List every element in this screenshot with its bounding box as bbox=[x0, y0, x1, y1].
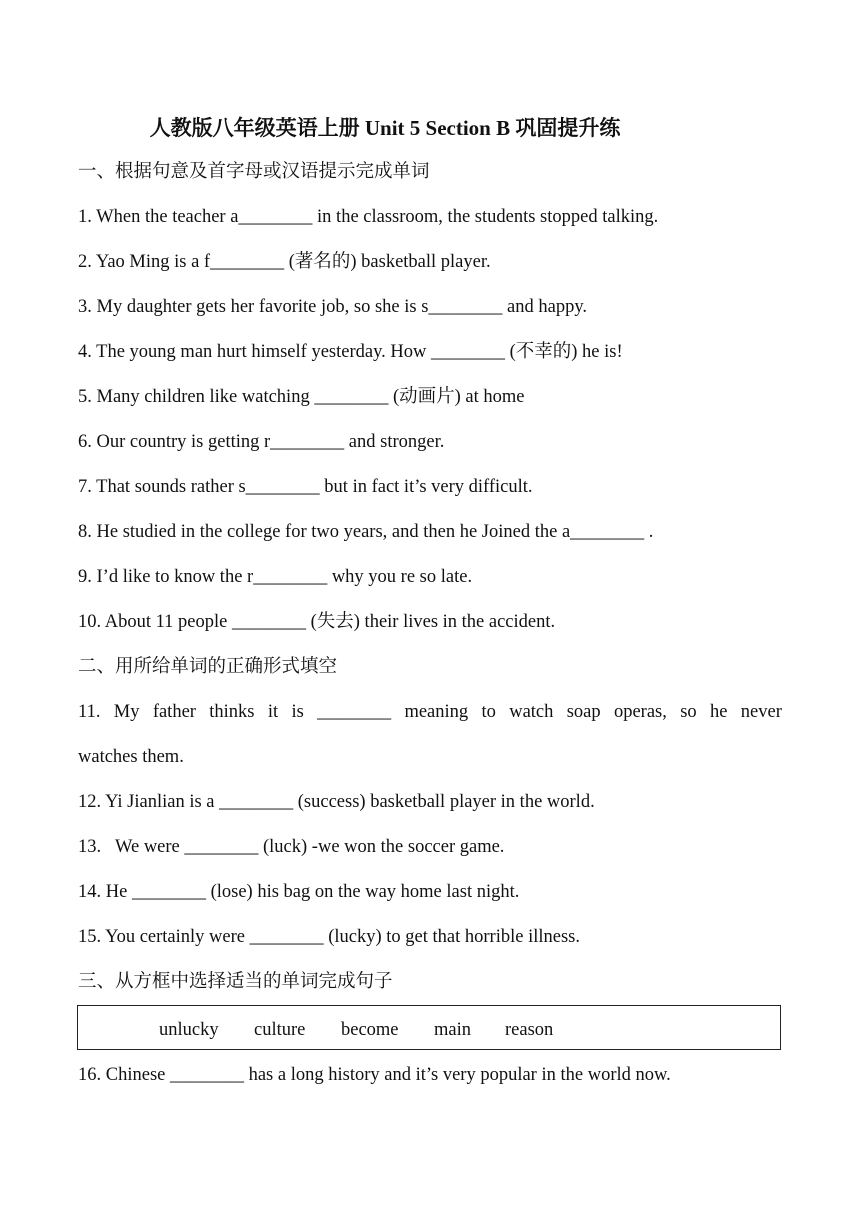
question-1: 1. When the teacher a________ in the classroom, the students stopped talking. bbox=[78, 207, 659, 227]
question-4: 4. The young man hurt himself yesterday. How ________ (不幸的) he is! bbox=[78, 342, 623, 362]
question-13: 13. We were ________ (luck) -we won the soccer game. bbox=[78, 837, 505, 857]
q11-word: so bbox=[680, 702, 697, 722]
q11-word: soap bbox=[566, 702, 601, 722]
q11-word: is bbox=[291, 702, 304, 722]
question-15: 15. You certainly were ________ (lucky) to get that horrible illness. bbox=[78, 927, 580, 947]
section2-heading: 二、用所给单词的正确形式填空 bbox=[78, 657, 338, 677]
q11-blank: ________ bbox=[317, 702, 392, 722]
q11-word: watch bbox=[509, 702, 554, 722]
question-16: 16. Chinese ________ has a long history and it’s very popular in the world now. bbox=[78, 1065, 671, 1085]
q11-word: 11. bbox=[78, 702, 101, 722]
q11-word: he bbox=[710, 702, 728, 722]
question-8: 8. He studied in the college for two years, and then he Joined the a________ . bbox=[78, 522, 654, 542]
question-7: 7. That sounds rather s________ but in fact it’s very difficult. bbox=[78, 477, 533, 497]
question-12: 12. Yi Jianlian is a ________ (success) basketball player in the world. bbox=[78, 792, 595, 812]
q11-word: operas, bbox=[613, 702, 667, 722]
word-bank-box bbox=[77, 1005, 781, 1050]
word-bank-item: unlucky bbox=[159, 1020, 219, 1040]
word-bank-item: main bbox=[434, 1020, 471, 1040]
question-3: 3. My daughter gets her favorite job, so she is s________ and happy. bbox=[78, 297, 588, 317]
q11-word: to bbox=[481, 702, 496, 722]
question-2: 2. Yao Ming is a f________ (著名的) basketball player. bbox=[78, 252, 491, 272]
section3-heading: 三、从方框中选择适当的单词完成句子 bbox=[78, 972, 393, 992]
question-14: 14. He ________ (lose) his bag on the way home last night. bbox=[78, 882, 520, 902]
q11-word: My bbox=[113, 702, 140, 722]
word-bank-item: reason bbox=[505, 1020, 554, 1040]
q11-word: meaning bbox=[404, 702, 469, 722]
word-bank-item: become bbox=[341, 1020, 399, 1040]
question-11-continued: watches them. bbox=[78, 747, 184, 767]
question-5: 5. Many children like watching ________ (动画片) at home bbox=[78, 387, 525, 407]
question-9: 9. I’d like to know the r________ why you re so late. bbox=[78, 567, 473, 587]
q11-word: never bbox=[740, 702, 782, 722]
q11-word: thinks bbox=[209, 702, 255, 722]
section1-heading: 一、根据句意及首字母或汉语提示完成单词 bbox=[78, 162, 430, 182]
question-10: 10. About 11 people ________ (失去) their lives in the accident. bbox=[78, 612, 556, 632]
q11-word: it bbox=[267, 702, 279, 722]
page-title: 人教版八年级英语上册 Unit 5 Section B 巩固提升练 bbox=[149, 116, 621, 140]
q11-word: father bbox=[152, 702, 196, 722]
word-bank-item: culture bbox=[254, 1020, 306, 1040]
question-11 bbox=[78, 700, 782, 724]
question-6: 6. Our country is getting r________ and stronger. bbox=[78, 432, 445, 452]
